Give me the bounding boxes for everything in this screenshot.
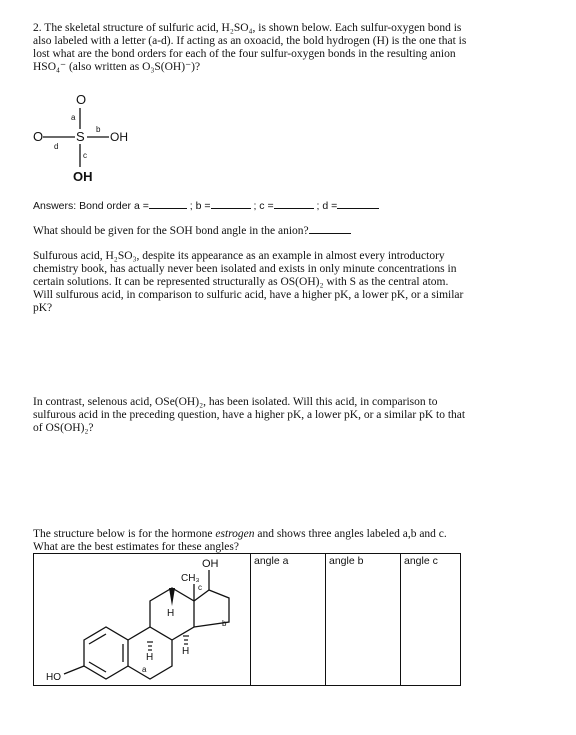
- group-oh-bottom: OH: [73, 169, 93, 184]
- question-2-intro: [33, 22, 543, 74]
- answer-b-label: ; b =: [189, 200, 211, 212]
- estrogen-structure: [34, 554, 246, 686]
- angle-b-header: angle b: [329, 555, 364, 567]
- answer-d-blank[interactable]: [337, 199, 379, 209]
- q2-line: also labeled with a letter (a-d). If acting as an oxoacid, the bold hydrogen (H) is the one that is: [33, 35, 467, 47]
- estrogen-question: [33, 528, 543, 554]
- atom-oh: OH: [202, 558, 219, 570]
- atom-h-left: H: [146, 652, 154, 663]
- q2-line: 2. The skeletal structure of sulfuric acid, H₂SO₄, is shown below. Each sulfur-oxygen bond is: [33, 22, 462, 34]
- selenous-acid-question: [33, 396, 543, 435]
- label-a: a: [71, 113, 76, 122]
- estrogen-line-1: The structure below is for the hormone estrogen and shows three angles labeled a,b and c.: [33, 528, 447, 540]
- atom-o-left: O: [33, 129, 44, 144]
- angle-a-header: angle a: [254, 555, 289, 567]
- sulfurous-acid-question: [33, 250, 543, 315]
- angle-a-cell[interactable]: [251, 554, 326, 686]
- estrogen-term: estrogen: [215, 528, 255, 540]
- atom-h-top: H: [167, 608, 175, 619]
- label-b: b: [222, 619, 227, 628]
- answer-a-blank[interactable]: [149, 199, 187, 209]
- answers-line: [33, 199, 543, 213]
- sulfurous-line: chemistry book, has actually never been isolated and exists in only minute concentrations in: [33, 263, 457, 275]
- angle-c-header: angle c: [404, 555, 438, 567]
- atom-o-top: O: [76, 92, 87, 107]
- sulfurous-line: Will sulfurous acid, in comparison to sulfuric acid, have a higher pK, a lower pK, or a similar: [33, 289, 464, 301]
- label-c: c: [83, 151, 87, 160]
- answer-b-blank[interactable]: [211, 199, 251, 209]
- soh-angle-text: What should be given for the SOH bond angle in the anion?: [33, 225, 309, 237]
- group-ho: HO: [46, 672, 61, 683]
- selenous-line: In contrast, selenous acid, OSe(OH)₂, has been isolated. Will this acid, in comparison to: [33, 396, 438, 408]
- atom-s: S: [76, 129, 85, 144]
- label-c: c: [198, 583, 202, 592]
- angle-c-cell[interactable]: [401, 554, 461, 686]
- sulfuric-acid-structure: [30, 88, 150, 188]
- angle-b-cell[interactable]: [326, 554, 401, 686]
- answer-d-label: ; d =: [316, 200, 338, 212]
- answer-c-blank[interactable]: [274, 199, 314, 209]
- sulfurous-line: certain solutions. It can be represented structurally as OS(OH)₂ with S as the central atom.: [33, 276, 449, 288]
- q2-line: lost what are the bond orders for each of the four sulfur-oxygen bonds in the resulting anion: [33, 48, 456, 60]
- group-oh-right: OH: [110, 130, 128, 144]
- estrogen-line-2: What are the best estimates for these angles?: [33, 541, 239, 553]
- label-b: b: [96, 125, 101, 134]
- selenous-line: of OS(OH)₂?: [33, 422, 94, 434]
- group-ch3: CH₃: [181, 573, 200, 584]
- answer-c-label: ; c =: [253, 200, 274, 212]
- label-d: d: [54, 142, 59, 151]
- selenous-line: sulfurous acid in the preceding question, have a higher pK, a lower pK, or a similar pK to that: [33, 409, 466, 421]
- sulfurous-line: pK?: [33, 302, 53, 314]
- label-a: a: [142, 665, 147, 674]
- sulfurous-line: Sulfurous acid, H₂SO₃, despite its appearance as an example in almost every introductory: [33, 250, 445, 262]
- atom-h-right: H: [182, 646, 190, 657]
- soh-angle-blank[interactable]: [309, 224, 351, 234]
- soh-angle-question: [33, 224, 543, 238]
- q2-line: HSO₄⁻ (also written as O₃S(OH)⁻)?: [33, 61, 201, 73]
- answers-prefix: Answers: Bond order a =: [33, 200, 149, 212]
